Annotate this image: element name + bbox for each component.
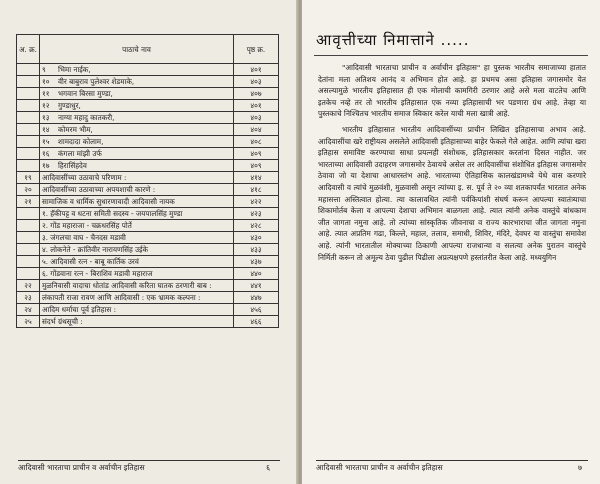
row-title: कोमरम भीम,: [58, 125, 93, 134]
row-page: ४०८: [234, 136, 279, 148]
table-row: [17, 208, 279, 220]
row-number: [17, 112, 40, 124]
table-row: [17, 268, 279, 280]
table-row: [17, 76, 279, 88]
heading-rule: [314, 55, 588, 56]
row-page: ४४७: [234, 292, 279, 304]
row-title: नाग्या महादु कातकरी,: [58, 113, 115, 122]
row-title-cell: [40, 292, 234, 304]
table-row: [17, 124, 279, 136]
row-title: हिरासिंहदेव: [58, 161, 87, 170]
table-row: [17, 196, 279, 208]
row-title: कंगला मांझी उर्फ: [58, 149, 102, 158]
table-header-row: [17, 35, 279, 64]
row-subnumber: १७: [42, 161, 50, 170]
row-page: ४०३: [234, 76, 279, 88]
contents-table: [16, 34, 279, 328]
preface-paragraph-1: "आदिवासी भारताचा प्राचीन व अर्वाचीन इतिहास" हा पुस्तक भारतीय समाजाच्या हातात देतांना मला अतिशय आनंद व अभिमान होत आहे. हा प्रथमच असा इतिहास जगासमोर येत असल्यामुळे भारतीय इतिहासात ही एक मोलाची कामगिरी ठरणार आहे असे मला वाटतेच आणि इतकेच नव्हे तर तो भारतीय इतिहासात एक नव्या इतिहासाची भर पडणारा ग्रंथ आहे. तेव्हा या पुस्तकाचे निश्चितच भारतीय समाज स्विकार करेल याची मला खात्री आहे.: [318, 63, 586, 119]
row-number: [17, 64, 40, 76]
row-page: ४०७: [234, 88, 279, 100]
table-row: [17, 316, 279, 328]
left-footer-title: आदिवासी भारताचा प्राचीन व अर्वाचीन इतिहास: [18, 463, 145, 472]
row-number: २१: [17, 196, 40, 208]
row-number: २०: [17, 184, 40, 196]
row-number: [17, 136, 40, 148]
preface-body: [318, 62, 586, 267]
right-page-number: ७: [578, 463, 582, 472]
row-title-cell: [40, 304, 234, 316]
table-row: [17, 172, 279, 184]
table-row: [17, 280, 279, 292]
row-title: १. हॅकीपट्ट व धटना समिती सदस्य - जयपालसिंह मुण्डा: [42, 209, 183, 218]
table-row: [17, 112, 279, 124]
row-title-cell: [40, 76, 234, 88]
header-number: अ. क्र.: [17, 35, 40, 64]
header-title: पाठाचे नाव: [40, 35, 234, 64]
row-page: ४०३: [234, 112, 279, 124]
row-number: [17, 268, 40, 280]
table-row: [17, 136, 279, 148]
row-title: आदिवासींच्या उठावाचे परिणाम :: [42, 173, 127, 182]
row-subnumber: ९: [42, 65, 46, 74]
right-footer: [316, 460, 588, 473]
row-title: वीर बाबुराव पुलेश्वर शेडमाके,: [58, 77, 135, 86]
row-title: ५. आदिवासी रत्न - बाबू कार्तिक उरवं: [42, 257, 139, 266]
row-subnumber: १४: [42, 125, 50, 134]
table-row: [17, 64, 279, 76]
row-title-cell: [40, 316, 234, 328]
row-title-cell: [40, 244, 234, 256]
table-row: [17, 100, 279, 112]
row-page: ४०९: [234, 148, 279, 160]
row-title-cell: [40, 184, 234, 196]
left-page-contents: [0, 0, 298, 484]
table-row: [17, 232, 279, 244]
left-page-number: ६: [266, 463, 270, 472]
row-page: ४०१: [234, 100, 279, 112]
row-title: ३. जंगलचा वाघ - चैनदस मडावी: [42, 233, 126, 242]
row-number: २३: [17, 292, 40, 304]
row-title-cell: [40, 88, 234, 100]
row-number: [17, 256, 40, 268]
row-subnumber: १२: [42, 101, 50, 110]
header-page: पृष्ठ क्र.: [234, 35, 279, 64]
row-title: मुळनिवासी वादाचा धोतांड आदिवासी करिता घातक ठरणारी बाब :: [42, 281, 212, 290]
row-number: २२: [17, 280, 40, 292]
row-page: ४३३: [234, 244, 279, 256]
table-row: [17, 244, 279, 256]
row-title-cell: [40, 280, 234, 292]
row-title-cell: [40, 172, 234, 184]
row-number: १९: [17, 172, 40, 184]
row-page: ४४०: [234, 268, 279, 280]
row-page: ४०१: [234, 64, 279, 76]
row-number: [17, 148, 40, 160]
row-number: [17, 88, 40, 100]
row-title-cell: [40, 256, 234, 268]
row-number: [17, 100, 40, 112]
row-subnumber: १०: [42, 77, 50, 86]
row-title: लंकापती राजा रावण आणि आदिवासी : एक भ्रामक कल्पना :: [42, 293, 201, 302]
row-title: संदर्भ ग्रंथसूची :: [42, 317, 83, 326]
row-page: ४०९: [234, 160, 279, 172]
row-title-cell: [40, 232, 234, 244]
row-page: ४१८: [234, 184, 279, 196]
table-row: [17, 88, 279, 100]
table-row: [17, 256, 279, 268]
row-title: भगवान बिरसा मुण्डा,: [58, 89, 113, 98]
row-subnumber: १५: [42, 137, 50, 146]
table-row: [17, 304, 279, 316]
row-title: २. गोंड महाराजा - चक्रधरसिंह पोर्ते: [42, 221, 132, 230]
row-title-cell: [40, 160, 234, 172]
row-page: ४३७: [234, 256, 279, 268]
row-title: भिमा नाईक,: [58, 65, 91, 74]
row-number: [17, 76, 40, 88]
row-number: [17, 244, 40, 256]
row-page: ४३०: [234, 232, 279, 244]
row-subnumber: १६: [42, 149, 50, 158]
row-title: ४. लोकनेते - क्रांतिवीर नारायणसिंह उईके: [42, 245, 149, 254]
row-title: आदिम धर्माचा पूर्व इतिहास :: [42, 305, 116, 314]
row-number: २४: [17, 304, 40, 316]
table-row: [17, 160, 279, 172]
row-title-cell: [40, 136, 234, 148]
table-row: [17, 292, 279, 304]
row-page: ४०४: [234, 124, 279, 136]
right-page-preface: [302, 0, 600, 484]
table-row: [17, 184, 279, 196]
row-number: २५: [17, 316, 40, 328]
row-number: [17, 232, 40, 244]
row-page: ४१४: [234, 172, 279, 184]
preface-heading: आवृत्तीच्या निमात्ताने .....: [316, 31, 470, 49]
row-title-cell: [40, 220, 234, 232]
row-title-cell: [40, 208, 234, 220]
preface-paragraph-2: भारतीय इतिहासात भारतीय आदिवासींच्या प्राचीन लिखित इतिहासाचा अभाव आहे. आदिवासींचा खरे राष्ट्रीयत्व असलेले आदिवासी इतिहासाच्या बाहेर फेकले गेले आहेत. आणि त्यांचा खरा इतिहास समाविष्ट करण्याचा साधा प्रयत्नही संशोधक, इतिहासकार करतांना दिसत नाहीत. जर भारताच्या आदिवासी उदाहरण जगासमोर ठेवायचे असेल तर आदिवासींचा संशोधित इतिहास जगासमोर ठेवावा जो या देशाचा आधारस्तंभ आहे. भारताच्या ऐतिहासिक कालखंडामध्ये येथे वास करणारे आदिवासी व त्यांचे मुळवंशी, मुळवासी असून त्यांच्या इ. स. पूर्व ते २० व्या शतकापर्यंत भारतात अनेक महासत्ता अस्तित्वात होत्या. त्या कालावधित त्यांनी पर्वकियांशी संघर्ष करून आपल्या स्वातंत्र्याचा शिकामोर्तब केला व आपल्या देशाचा अभिमान बाळगला आहे. त्यात त्यांनी अनेक वास्तुंचे बांधकाम जीत जागता नमुना आहे. तो त्यांच्या सांस्कृतिक जीवनाचा व राज्य कारभाराचा जीत जागता नमुना आहे. त्यात अप्रतिम गढा, किल्ले, महाल, तलाव, समाधी, शिविर, मंदिरे, देवघर या वास्तुंचा समावेश आहे. त्यांनी भारतातील मोक्याच्या ठिकाणी आपल्या राजधान्या व सलत्या अनेक पुरातन वास्तुंचे निर्मिती करून तो अमूल्य ठेवा पुढील पिढीला अप्रत्यक्षपणे हस्तांतरीत केला आहे. मध्ययुगिन: [318, 124, 586, 262]
left-footer: [18, 460, 280, 473]
row-page: ४४१: [234, 280, 279, 292]
row-title-cell: [40, 268, 234, 280]
row-number: [17, 124, 40, 136]
row-title-cell: [40, 148, 234, 160]
table-row: [17, 220, 279, 232]
row-title-cell: [40, 112, 234, 124]
row-subnumber: ११: [42, 89, 50, 98]
row-page: ४२८: [234, 220, 279, 232]
row-subnumber: १३: [42, 113, 50, 122]
contents-body: [17, 64, 279, 328]
row-title: सामाजिक व धार्मिक सुधारणावादी आदिवासी नायक: [42, 197, 175, 206]
row-number: [17, 208, 40, 220]
row-title: गुण्डाधुर,: [58, 101, 81, 110]
row-page: ४२३: [234, 208, 279, 220]
row-title: ६. गोंडवाना रत्न - बिराशिव मडावी महाराज: [42, 269, 153, 278]
row-title-cell: [40, 196, 234, 208]
row-title: आदिवासींच्या उठावाच्या अपयशाची कारणे :: [42, 185, 156, 194]
row-title-cell: [40, 64, 234, 76]
row-page: ४५६: [234, 304, 279, 316]
row-page: ४६६: [234, 316, 279, 328]
row-title-cell: [40, 100, 234, 112]
row-number: [17, 220, 40, 232]
right-footer-title: आदिवासी भारताचा प्राचीन व अर्वाचीन इतिहास: [316, 463, 443, 472]
row-page: ४२२: [234, 196, 279, 208]
row-number: [17, 160, 40, 172]
table-row: [17, 148, 279, 160]
row-title-cell: [40, 124, 234, 136]
row-title: शामदादा कोलाम,: [58, 137, 104, 146]
